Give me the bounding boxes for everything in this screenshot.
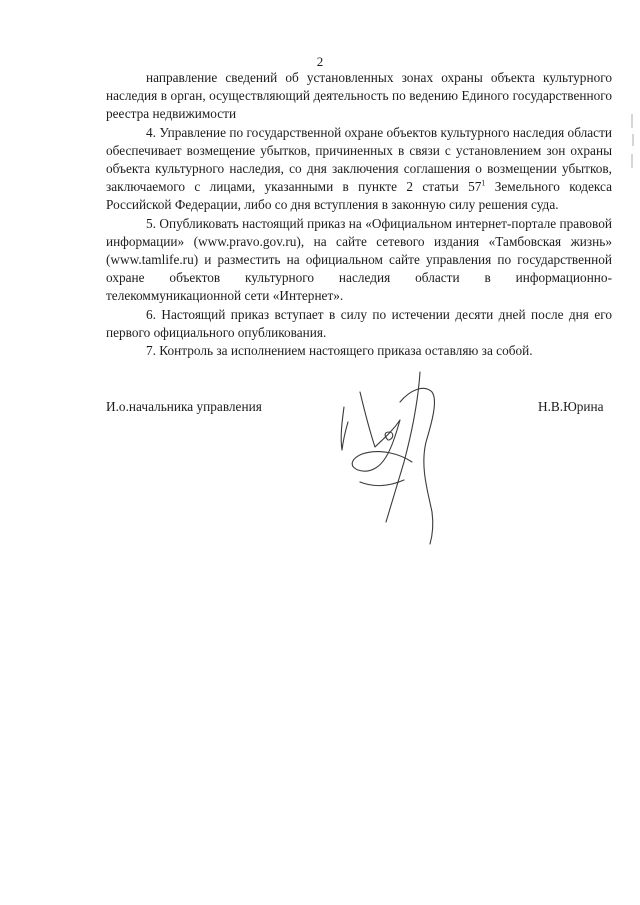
page-number: 2 <box>316 54 324 69</box>
paragraph-7: 7. Контроль за исполнением настоящего приказа оставляю за собой. <box>146 343 533 359</box>
handwritten-signature <box>300 362 500 552</box>
paragraph-4-text: 4. Управление по государственной охране объектов культурного наследия области обеспечивает возмещение убытков, причиненных в связи с установлением зон охраны объекта культурного наследия, со дня заключения соглашения о возмещении убытков, заключаемого с лицами, указанными в пункте 2 статьи 57 <box>106 124 612 195</box>
signatory-title: И.о.начальника управления <box>106 399 262 414</box>
paragraph-4 <box>106 124 612 215</box>
article-superscript: 1 <box>481 178 486 188</box>
signatory-name: Н.В.Юрина <box>538 399 604 414</box>
paragraph-continuation: направление сведений об установленных зонах охраны объекта культурного наследия в орган, осуществляющий деятельность по ведению Единого государственного реестра недвижимости <box>106 70 612 122</box>
document-body <box>106 69 612 360</box>
paragraph-5: 5. Опубликовать настоящий приказ на «Официальном интернет-портале правовой информации» (www.pravo.gov.ru), на сайте сетевого издания «Тамбовская жизнь» (www.tamlife.ru) и разместить на официальном сайте управления по государственной охране объектов культурного наследия области в информационно-телекоммуникационной сети «Интернет». <box>106 215 612 304</box>
paragraph-6: 6. Настоящий приказ вступает в силу по истечении десяти дней после дня его первого официального опубликования. <box>106 306 612 340</box>
paragraph-4-text-end: Земельного кодекса Российской Федерации, либо со дня вступления в законную силу решения суда. <box>106 179 613 213</box>
scan-edge-mark <box>630 112 636 172</box>
